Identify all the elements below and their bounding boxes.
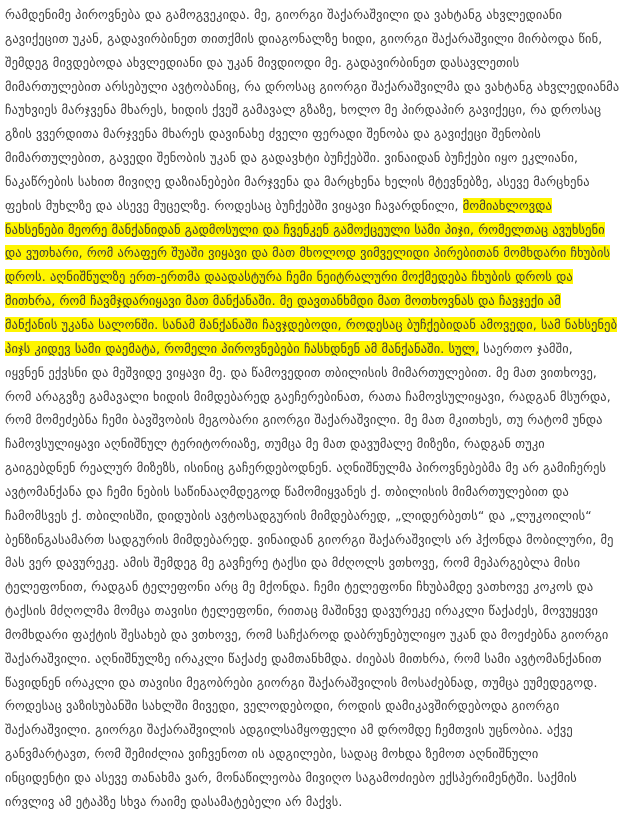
text-line: [5, 218, 630, 242]
text-line: [5, 408, 630, 432]
text-line: [5, 504, 630, 528]
body-text: მიმართულებით არსებული ავტობანიც, რა დროსაც გიორგი შაქარაშვილმა და ვახტანგ ახვლედიანმა: [5, 78, 620, 94]
body-text: როდესაც ვაზისუბანში სახლში მივედი, ველოდებოდი, როდის დამიკავშირდებოდა გიორგი: [5, 698, 560, 714]
body-text: ჩამომსვეს ქ. თბილისში, დიდუბის ავტოსადგურის მიმდებარედ, „ლიდერბეთს“ და „ლუკოილის“: [5, 507, 592, 523]
text-line: [5, 432, 630, 456]
highlighted-text: მითხრა, რომ ჩავმჯდარიყავი მათ მანქანაში. მე დავთანხმდი მათ მოთხოვნას და ჩავჯექი ამ: [5, 293, 561, 309]
body-text: ინციდენტი და ასევე თანახმა ვარ, მონაწილეობა მივიღო საგამოძიებო ექსპერიმენტში. საქმის: [5, 770, 577, 785]
text-line: [5, 385, 630, 409]
text-line: [5, 3, 630, 27]
body-text: ბენზინგასამართ სადგურის მიმდებარედ. ვინაიდან გიორგი შაქარაშვილს არ ჰქონდა მობილური, მე: [5, 531, 614, 547]
text-line: [5, 337, 630, 361]
body-text: იყვნენ ექვსნი და მეშვიდე ვიყავი მე. და წამოვედით თბილისის მიმართულებით. მე მათ ვითხოვე,: [5, 364, 598, 380]
text-line: [5, 718, 630, 742]
highlighted-text: ნახსენები მეორე მანქანიდან გადმოსული და ჩვენკენ გამოქცეული სამი პიჯი, რომელთაც ავუხსენი: [5, 221, 605, 237]
text-line: [5, 623, 630, 647]
text-line: [5, 528, 630, 552]
highlighted-text: დროს. აღნიშნულზე ერთ-ერთმა დაადასტურა ჩემი ნეიტრალური მოქმედება ჩხუბის დროს და: [5, 269, 573, 285]
text-line: [5, 671, 630, 695]
body-text: ჩამოვსულიყავი აღნიშნულ ტერიტორიაზე, თუმცა მე მათ დავუმალე მიზეზი, რადგან თუკი: [5, 436, 545, 452]
text-line: [5, 27, 630, 51]
body-text: შემდეგ მივდებოდა ახვლედიანი და უკან მივდიოდი მე. გადავირბინეთ დასავლეთის: [5, 54, 520, 70]
text-line: [5, 289, 630, 313]
body-text: შაქარაშვილი. აღნიშნულზე ირაკლი წაქაძე დამთანხმდა. ძიებას მითხრა, რომ სამი ავტომანქანით: [5, 650, 602, 666]
highlighted-text: და ვუთხარი, რომ არაფერ შუაში ვიყავი და მათ მხოლოდ ვიმველიდი პირებითან მომხდარი ჩხუბის: [5, 245, 611, 261]
text-line: [5, 122, 630, 146]
body-text: ჩაუხვიეს მარჯვენა მხარეს, ხიდის ქვეშ გამავალ გზაზე, ხოლო მე პირდაპირ გავიქეცი, რა დროსაც: [5, 102, 602, 118]
text-line: [5, 51, 630, 75]
text-line: [5, 551, 630, 575]
body-text: გაიგებდნენ რეალურ მიზეზს, ისინიც გაჩერდებოდნენ. აღნიშნულმა პიროვნებებმა მე არ გამიჩერეს: [5, 460, 607, 476]
text-line: [5, 647, 630, 671]
text-line: [5, 194, 630, 218]
text-line: [5, 694, 630, 718]
body-text: ნაკაწრების სახით მივიღე დაზიანებები მარჯვენა და მარცხენა ხელის მტევნებზე, ასევე მარცხენა: [5, 173, 590, 189]
body-text: წავიდნენ ირაკლი და თავისი მეგობრები გიორგი შაქარაშვილის მოსაძებნად, თუმცა ეუმედეგოდ.: [5, 674, 598, 690]
text-line: [5, 790, 630, 814]
text-line: [5, 75, 630, 99]
body-text: მიმართულებით, გავედი შენობის უკან და გადავხტი ბუჩქებში. ვინაიდან ბუჩქები იყო ეკლიანი,: [5, 150, 579, 166]
body-text: ირვლივ ამ ეტაპზე სხვა რაიმე დასამატებელი არ მაქვს.: [5, 793, 343, 809]
text-line: [5, 575, 630, 599]
text-line: [5, 599, 630, 623]
highlighted-text: მანქანის უკანა სალონში. სანამ მანქანაში ჩავჯდებოდი, როდესაც ბუჩქებიდან ამოვედი, სამ ნახსენებ: [5, 316, 618, 332]
body-text: ავტომანქანა და ჩემი ნების საწინააღმდეგოდ წამომიყვანეს ქ. თბილისის მიმართულებით და: [5, 483, 569, 499]
text-line: [5, 170, 630, 194]
body-text: გავიქეცით უკან, გადავირბინეთ თითქმის დიაგონალზე ხიდი, გიორგი შაქარაშვილი მირბოდა წინ,: [5, 30, 603, 46]
text-line: [5, 98, 630, 122]
text-line: [5, 456, 630, 480]
body-text: განვმარტავთ, რომ შემიძლია ვიჩვენოთ ის ადგილები, სადაც მოხდა ზემოთ აღნიშნული: [5, 746, 539, 762]
text-line: [5, 766, 630, 790]
text-line: [5, 313, 630, 337]
body-text: რამდენიმე პიროვნება და გამოგვეკიდა. მე, გიორგი შაქარაშვილი და ვახტანგ ახვლედიანი: [5, 7, 563, 22]
text-line: [5, 361, 630, 385]
body-text: რომ მომეძებნა ჩემი ბავშვობის მეგობარი გიორგი შაქარაშვილი. მე მათ მკითხეს, თუ რატომ უნდა: [5, 412, 603, 428]
body-text: მომხდარი ფაქტის შესახებ და ვთხოვე, რომ საჩქაროდ დაბრუნებულიყო უკან და მოეძებნა გიორგი: [5, 626, 609, 642]
body-text: მას ვერ დავურეკე. ამის შემდეგ მე გავჩერე ტაქსი და მძღოლს ვთხოვე, რომ მეპარგებლა მისი: [5, 555, 581, 571]
body-text: რომ არაგვზე გამავალი ხიდის მიმდებარედ გაეჩერებინათ, რათა ჩამოვსულიყავი, რადგან მსურდა,: [5, 388, 611, 404]
text-line: [5, 146, 630, 170]
body-text: ფეხის მუხლზე და ასევე მუცელზე. როდესაც ბუჩქებში ვიყავი ჩავარდნილი,: [5, 197, 463, 213]
body-text: საერთო ჯამში,: [479, 340, 573, 356]
body-text: ტაქსის მძღოლმა მომცა თავისი ტელეფონი, რითაც მაშინვე დავურეკე ირაკლი წაქაძეს, მოვუყევი: [5, 603, 599, 619]
text-line: [5, 241, 630, 265]
body-text: ტელეფონით, რადგან ტელეფონი არც მე მქონდა. ჩემი ტელეფონი ჩხუბამდე ვათხოვე კოკოს და: [5, 579, 594, 595]
text-line: [5, 742, 630, 766]
body-text: შაქარაშვილი. გიორგი შაქარაშვილის ადგილსამყოფელი ამ დრომდე ჩემთვის უცნობია. აქვე: [5, 722, 573, 738]
body-text: გზის ვვერდითა მარჯვენა მხარეს დავინახე ძველი ფერადი შენობა და გავიქეცი შენობის: [5, 126, 541, 142]
highlighted-text: პიჯს კიდევ სამი დაემატა, რომელი პიროვნებები ჩასხდნენ ამ მანქანაში. სულ,: [5, 340, 480, 356]
text-line: [5, 265, 630, 289]
highlighted-text: მომიახლოვდა: [462, 197, 552, 213]
text-line: [5, 480, 630, 504]
